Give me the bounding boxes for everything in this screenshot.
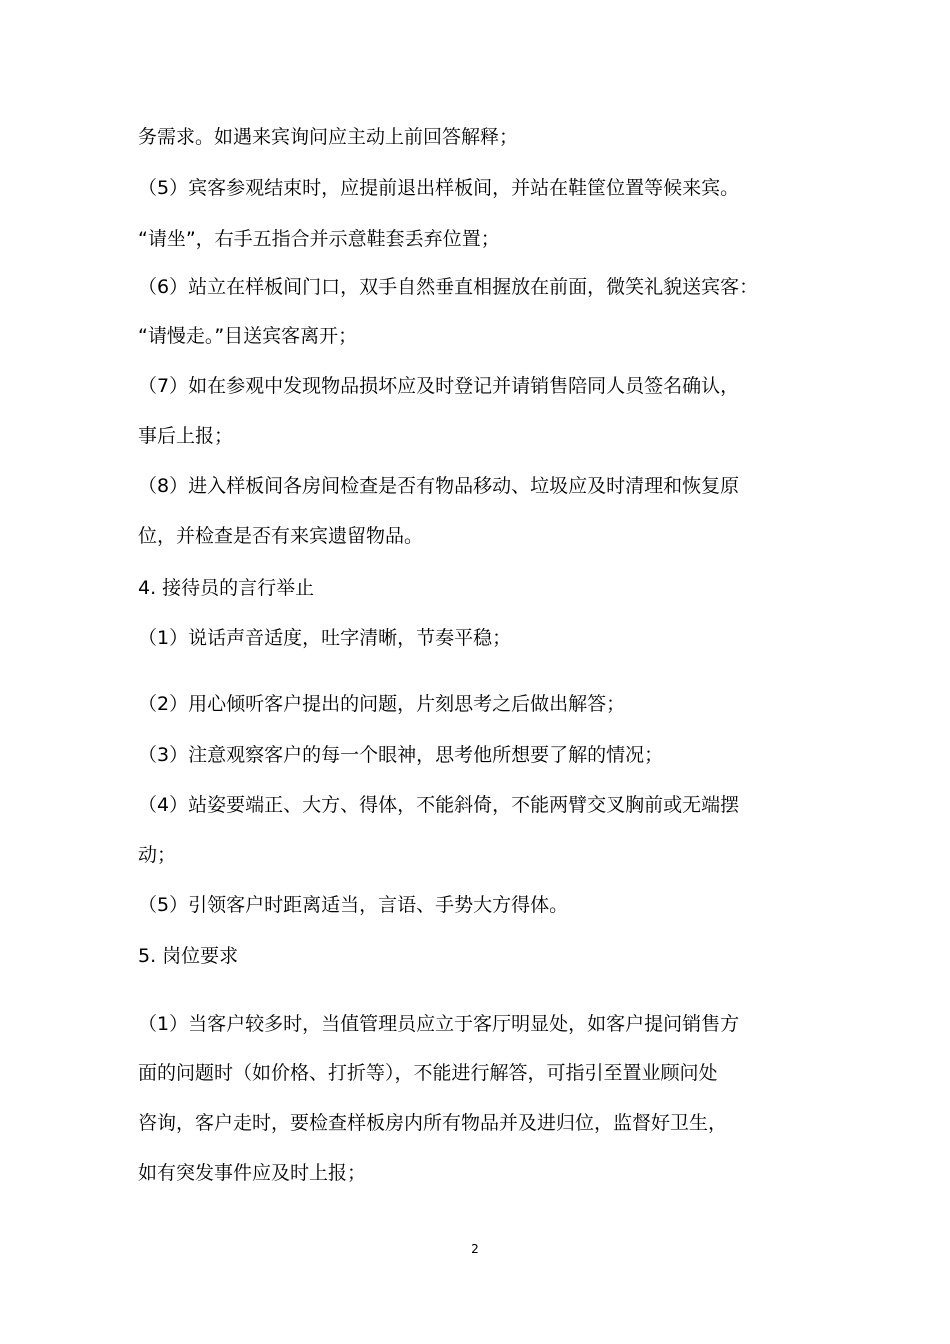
text-line: （5）宾客参观结束时，应提前退出样板间，并站在鞋筐位置等候来宾。: [138, 177, 740, 199]
text-line: 务需求。如遇来宾询问应主动上前回答解释；: [138, 126, 519, 148]
text-line: （4）站姿要端正、大方、得体，不能斜倚，不能两臂交叉胸前或无端摆: [138, 794, 740, 816]
text-line: （2）用心倾听客户提出的问题，片刻思考之后做出解答；: [138, 693, 626, 715]
text-line: （1）当客户较多时，当值管理员应立于客厅明显处，如客户提问销售方: [138, 1013, 740, 1035]
text-line: （1）说话声音适度，吐字清晰，节奏平稳；: [138, 627, 512, 649]
text-line: “请慢走。”目送宾客离开；: [138, 325, 358, 347]
text-line: （8）进入样板间各房间检查是否有物品移动、垃圾应及时清理和恢复原: [138, 475, 740, 497]
page-number: 2: [471, 1242, 479, 1256]
text-line: 如有突发事件应及时上报；: [138, 1162, 367, 1184]
text-line: 咨询，客户走时，要检查样板房内所有物品并及进归位，监督好卫生，: [138, 1112, 728, 1134]
section-heading: 5. 岗位要求: [138, 945, 239, 967]
text-line: 面的问题时（如价格、打折等），不能进行解答，可指引至置业顾问处: [138, 1062, 718, 1084]
text-line: 位，并检查是否有来宾遗留物品。: [138, 525, 424, 547]
text-line: （6）站立在样板间门口，双手自然垂直相握放在前面，微笑礼貌送宾客：: [138, 276, 759, 298]
text-line: （7）如在参观中发现物品损坏应及时登记并请销售陪同人员签名确认，: [138, 375, 740, 397]
text-line: （3）注意观察客户的每一个眼神，思考他所想要了解的情况；: [138, 744, 664, 766]
section-heading: 4. 接待员的言行举止: [138, 577, 315, 599]
text-line: 事后上报；: [138, 425, 234, 447]
text-line: 动；: [138, 844, 177, 866]
text-line: “请坐”，右手五指合并示意鞋套丢弃位置；: [138, 228, 500, 250]
text-line: （5）引领客户时距离适当，言语、手势大方得体。: [138, 894, 569, 916]
